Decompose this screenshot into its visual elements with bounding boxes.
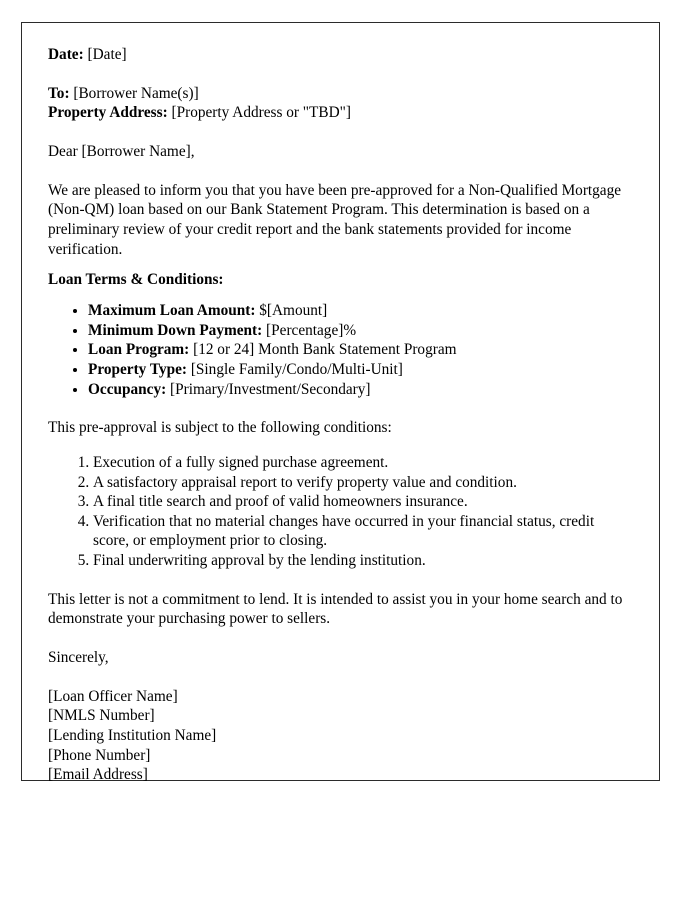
spacer [48,438,631,453]
spacer [48,162,631,181]
list-item: 3. A final title search and proof of valid homeowners insurance. [93,492,631,512]
signature-line: [Lending Institution Name] [48,727,217,745]
term-label: Minimum Down Payment: [88,321,263,339]
conditions-list [48,453,631,571]
spacer [48,259,631,270]
list-item: 2. A satisfactory appraisal report to verify property value and condition. [93,473,631,493]
property-address-label: Property Address: [48,104,168,122]
term-label: Property Type: [88,360,187,378]
term-value: [12 or 24] Month Bank Statement Program [193,341,457,359]
intro-paragraph: We are pleased to inform you that you have been pre-approved for a Non-Qualified Mortgage (Non-QM) loan based on our Bank Statement Program. This determination is based on a preliminary review of your credit report and the bank statements provided for income verification. [48,181,622,258]
term-value: [Percentage]% [266,321,357,339]
disclaimer-paragraph: This letter is not a commitment to lend. It is intended to assist you in your home search and to demonstrate your purchasing power to sellers. [48,590,623,628]
property-address-line [48,103,631,123]
list-item [88,301,631,321]
signature-line: [Email Address] [48,766,148,784]
to-label: To: [48,84,70,102]
term-value: $[Amount] [259,301,328,319]
term-value: [Primary/Investment/Secondary] [170,380,371,398]
list-item: 1. Execution of a fully signed purchase agreement. [93,453,631,473]
closing: Sincerely, [48,649,109,667]
spacer [48,668,631,687]
spacer [48,290,631,301]
list-item: 5. Final underwriting approval by the lending institution. [93,551,631,571]
term-label: Maximum Loan Amount: [88,301,256,319]
document-page-frame [21,22,660,784]
signature-line: [Phone Number] [48,746,151,764]
spacer [48,65,631,84]
to-value: [Borrower Name(s)] [73,84,199,102]
salutation: Dear [Borrower Name], [48,142,195,160]
list-item [88,360,631,380]
list-item [88,321,631,341]
loan-terms-list [48,301,631,399]
loan-terms-heading: Loan Terms & Conditions: [48,271,224,289]
date-line [48,45,631,65]
spacer [48,123,631,142]
date-value: [Date] [87,46,127,63]
conditions-intro: This pre-approval is subject to the following conditions: [48,419,392,437]
document-body [22,23,659,785]
to-line [48,84,631,104]
spacer [48,629,631,648]
signature-block [48,687,631,785]
term-value: [Single Family/Condo/Multi-Unit] [190,360,403,378]
property-address-value: [Property Address or "TBD"] [171,104,351,122]
list-item [88,340,631,360]
signature-line: [Loan Officer Name] [48,687,178,705]
list-item: 4. Verification that no material changes have occurred in your financial status, credit score, or employment prior to closing. [93,512,631,551]
spacer [48,399,631,418]
spacer [48,571,631,590]
date-label: Date: [48,46,84,63]
list-item [88,380,631,400]
signature-line: [NMLS Number] [48,707,155,725]
term-label: Loan Program: [88,341,190,359]
term-label: Occupancy: [88,380,167,398]
